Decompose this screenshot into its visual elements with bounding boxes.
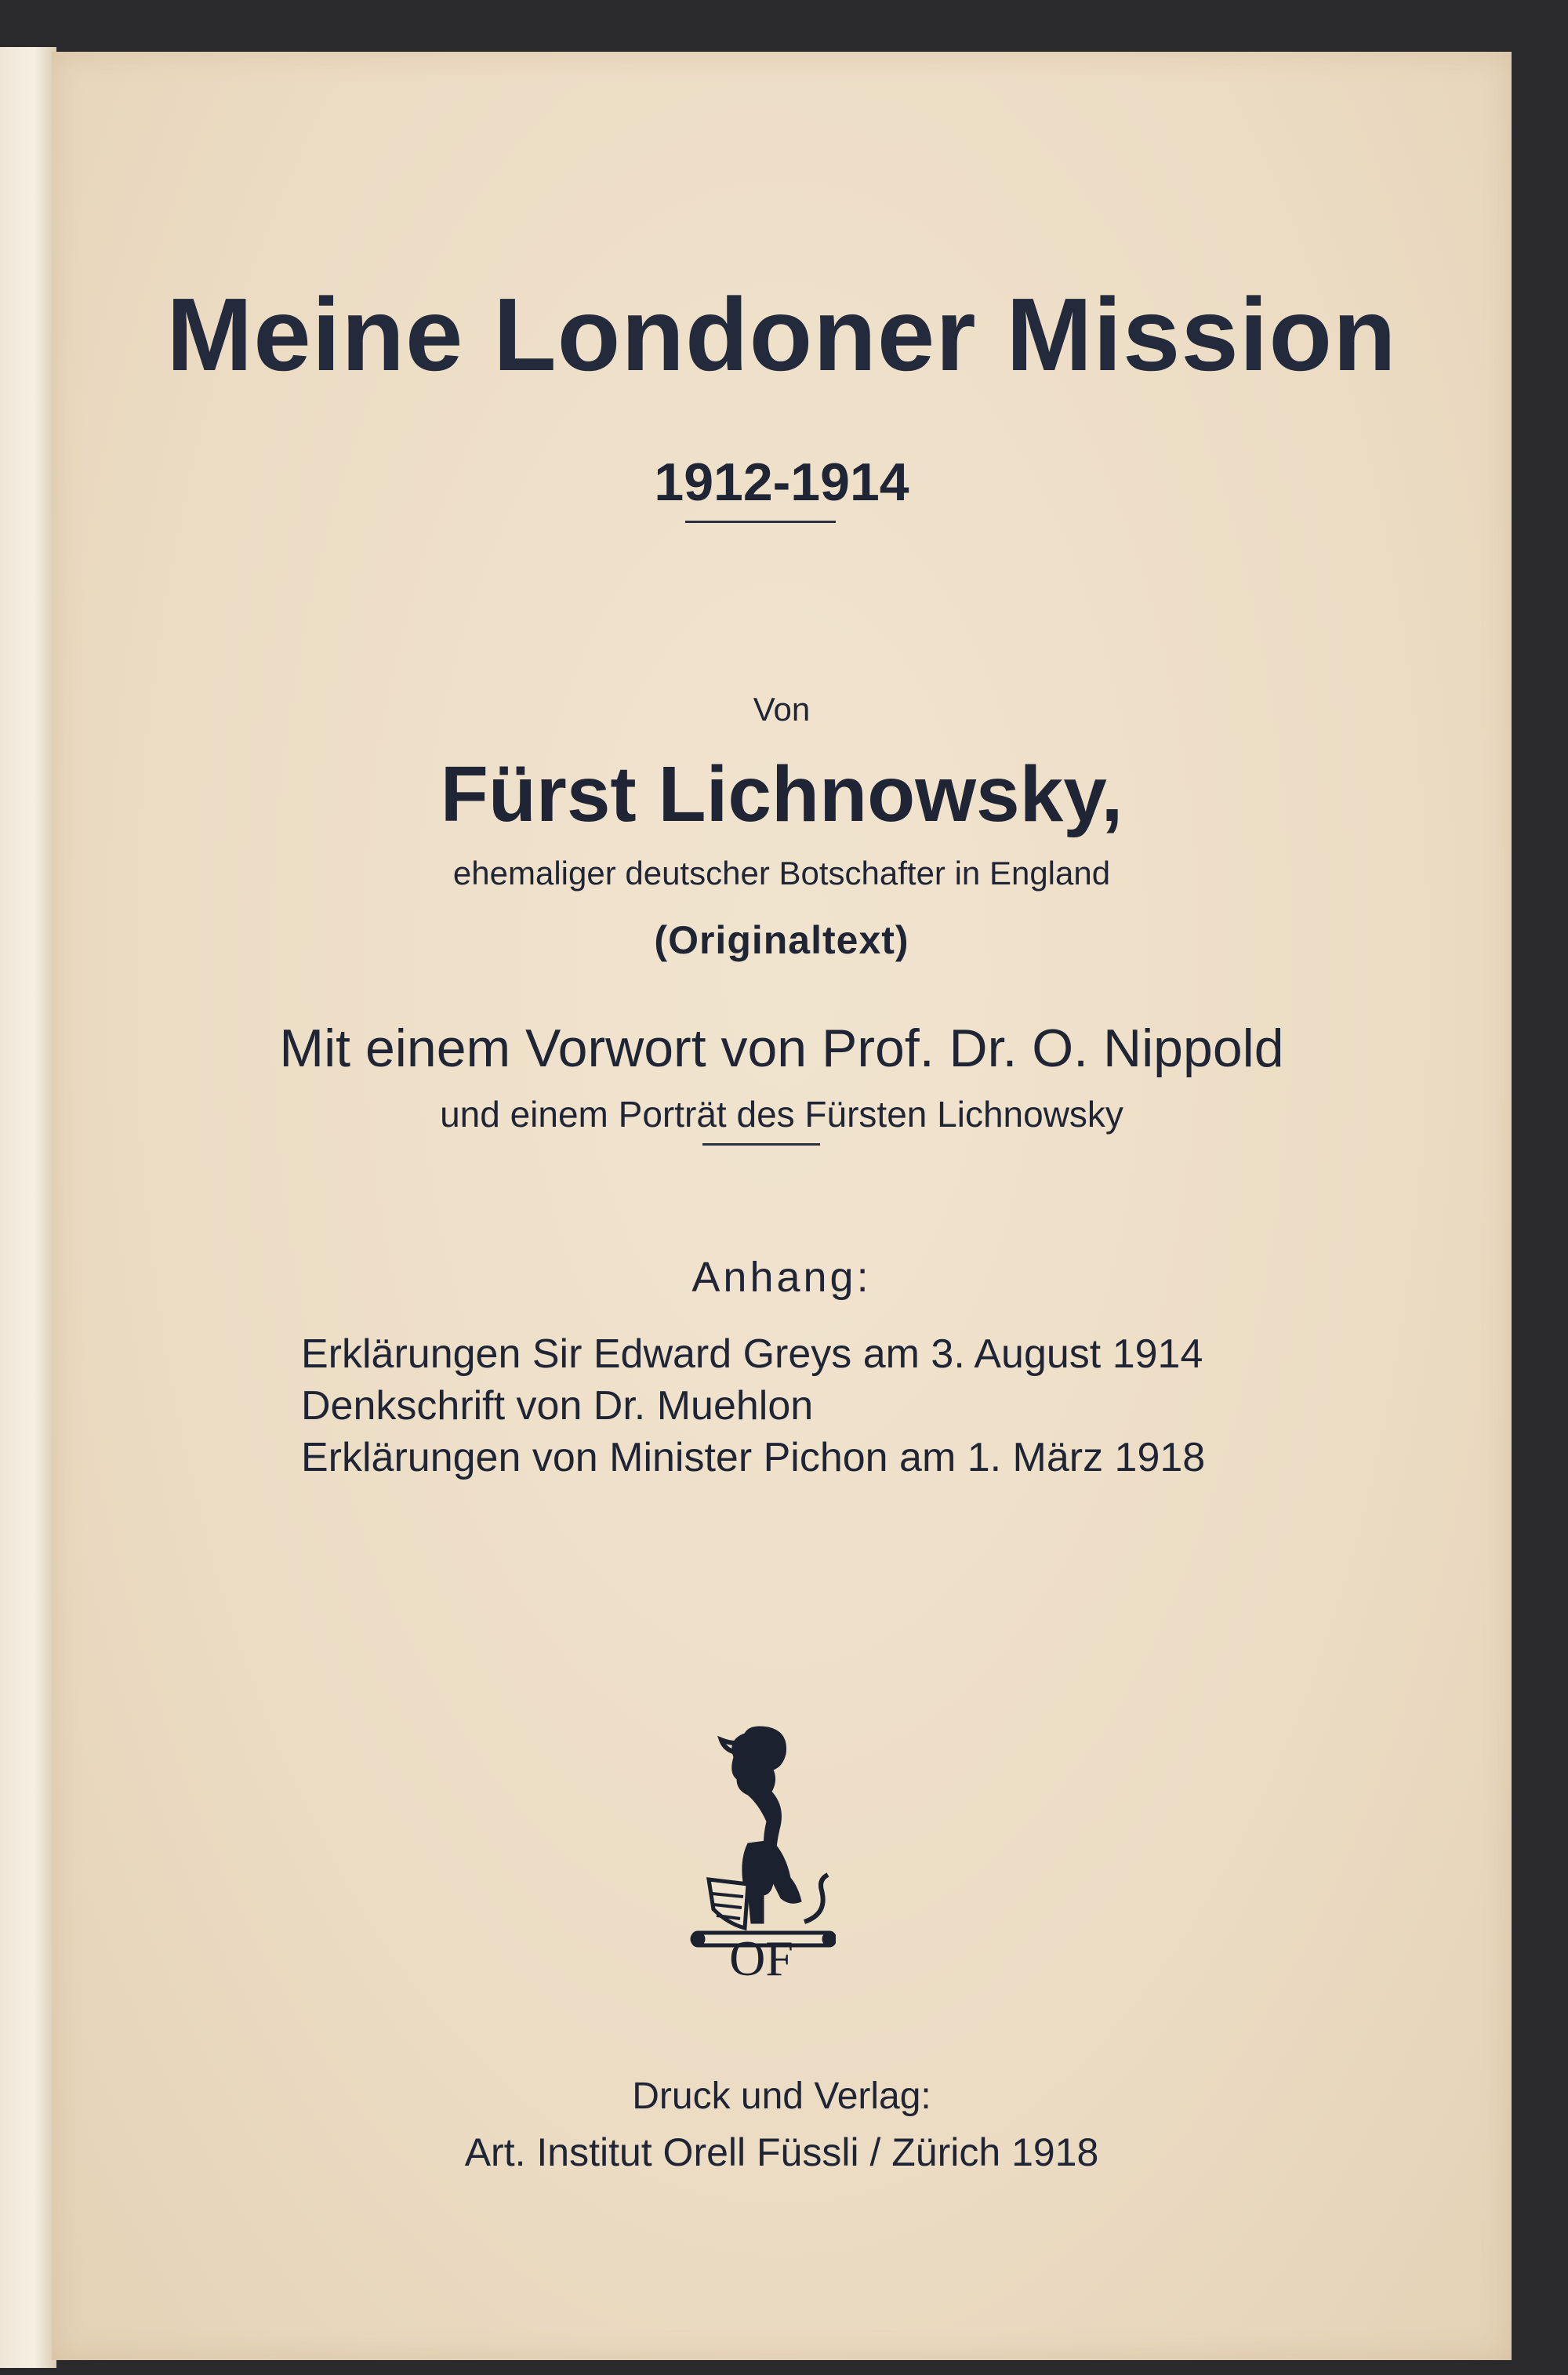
divider-rule xyxy=(702,1143,820,1146)
author-name: Fürst Lichnowsky, xyxy=(440,750,1123,838)
divider-rule xyxy=(685,521,836,523)
imprint-line-1: Druck und Verlag: xyxy=(632,2075,931,2117)
appendix-list xyxy=(301,1328,1320,1483)
facing-page-edge xyxy=(0,47,56,2368)
foreword-line: Mit einem Vorwort von Prof. Dr. O. Nippold xyxy=(279,1019,1284,1078)
original-text-note: (Originaltext) xyxy=(654,918,909,962)
imprint-line-2: Art. Institut Orell Füssli / Zürich 1918 xyxy=(464,2130,1099,2174)
appendix-title: Anhang: xyxy=(691,1254,872,1301)
publisher-monogram: OF xyxy=(729,1930,793,1977)
by-label: Von xyxy=(753,691,811,728)
appendix-item: Erklärungen von Minister Pichon am 1. März 1918 xyxy=(301,1435,1206,1480)
lion-emblem-icon xyxy=(687,1726,836,1977)
appendix-item: Erklärungen Sir Edward Greys am 3. August 1914 xyxy=(301,1331,1203,1377)
portrait-line: und einem Porträt des Fürsten Lichnowsky xyxy=(440,1094,1123,1135)
appendix-item: Denkschrift von Dr. Muehlon xyxy=(301,1383,814,1429)
book-title: Meine Londoner Mission xyxy=(166,277,1397,392)
book-years: 1912-1914 xyxy=(654,452,909,512)
author-subtitle: ehemaliger deutscher Botschafter in England xyxy=(452,855,1111,892)
title-page xyxy=(52,52,1512,2360)
